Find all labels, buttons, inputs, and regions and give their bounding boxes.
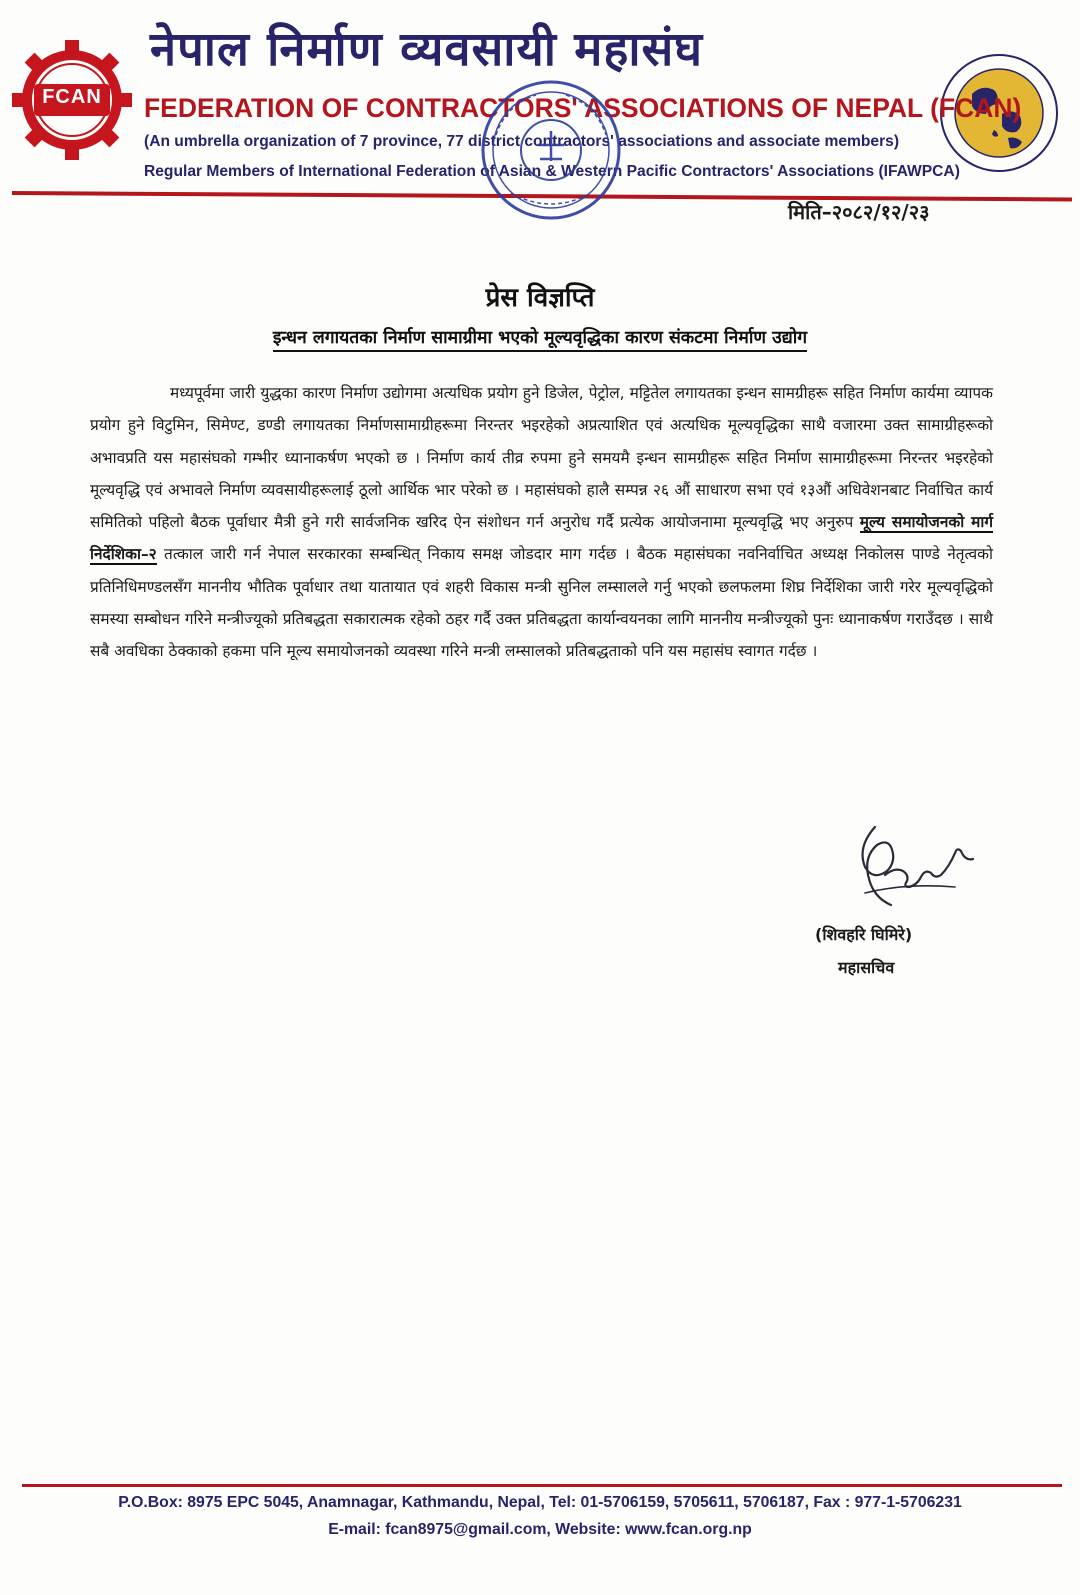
org-subtitle-membership: Regular Members of International Federation of Asian & Western Pacific Contractors' Associations (IFAWPCA)	[144, 163, 960, 180]
press-release-subheading	[0, 325, 1080, 349]
document-date: मिति–२०८२/१२/२३	[788, 200, 930, 224]
footer-email-website: E-mail: fcan8975@gmail.com, Website: www.fcan.org.np	[328, 1521, 752, 1538]
press-release-heading: प्रेस विज्ञप्ति	[485, 283, 595, 313]
org-subtitle-umbrella: (An umbrella organization of 7 province, 77 district contractors' associations and associate members)	[144, 133, 900, 150]
org-title-nepali: नेपाल निर्माण व्यवसायी महासंघ	[150, 22, 704, 77]
body-text-part1: मध्यपूर्वमा जारी युद्धका कारण निर्माण उद्योगमा अत्यधिक प्रयोग हुने डिजेल, पेट्रोल, मट्टितेल लगायतका इन्धन सामग्रीहरू सहित निर्माण कार्यमा व्यापक प्रयोग हुने विटुमिन, सिमेण्ट, डण्डी लगायतका निर्माणसामाग्रीहरूमा निरन्तर भइरहेको अप्रत्याशित एवं अत्यधिक मूल्यवृद्धिका साथै वजारमा उक्त सामाग्रीहरूको अभावप्रति यस महासंघको गम्भीर ध्यानाकर्षण भएको छ । निर्माण कार्य तीव्र रुपमा हुने समयमै इन्धन सामग्रीहरू सहित निर्माण सामाग्रीहरूमा निरन्तर भइरहेको मूल्यवृद्धि एवं अभावले निर्माण व्यवसायीहरूलाई ठूलो आर्थिक भार परेको छ । महासंघको हालै सम्पन्न २६ औं साधारण सभा एवं १३औं अधिवेशनबाट निर्वाचित कार्य समितिको पहिलो बैठक पूर्वाधार मैत्री हुने गरी सार्वजनिक खरिद ऐन संशोधन गर्न अनुरोध गर्दै प्रत्येक आयोजनामा मूल्यवृद्धि भए अनुरुप	[90, 384, 993, 532]
body-emphasis-guideline: मूल्य समायोजनको मार्ग निर्देशिका–२	[90, 513, 993, 564]
fcan-logo-lettering: FCAN	[42, 86, 102, 108]
footer-address-contact: P.O.Box: 8975 EPC 5045, Anamnagar, Kathmandu, Nepal, Tel: 01-5706159, 5705611, 5706187, Fax : 977-1-5706231	[118, 1494, 962, 1511]
footer-divider	[22, 1484, 1062, 1487]
signatory-name: (शिवहरि घिमिरे)	[815, 925, 913, 944]
signatory-title: महासचिव	[838, 958, 895, 977]
press-release-body	[90, 377, 993, 668]
subheading-text: इन्धन लगायतका निर्माण सामाग्रीमा भएको मूल्यवृद्धिका कारण संकटमा निर्माण उद्योग	[273, 328, 807, 352]
official-seal-stamp	[476, 75, 626, 225]
handwritten-signature	[845, 815, 985, 925]
body-text-part2: तत्काल जारी गर्न नेपाल सरकारका सम्बन्धित् निकाय समक्ष जोडदार माग गर्दछ । बैठक महासंघका नवनिर्वाचित अध्यक्ष निकोलस पाण्डे नेतृत्वको प्रतिनिधिमण्डलसँग माननीय भौतिक पूर्वाधार तथा यातायात एवं शहरी विकास मन्त्री सुनिल लम्सालले गर्नु भएको छलफलमा शिघ्र निर्देशिका जारी गरेर मूल्यवृद्धिको समस्या सम्बोधन गरिने मन्त्रीज्यूको प्रतिबद्धता सकारात्मक रहेको ठहर गर्दै उक्त प्रतिबद्धता कार्यान्वयनका लागि माननीय मन्त्रीज्यूको पुनः ध्यानाकर्षण गराउँदछ । साथै सबै अवधिका ठेक्काको हकमा पनि मूल्य समायोजनको व्यवस्था गरिने मन्त्री लम्सालको प्रतिबद्धताको पनि यस महासंघ स्वागत गर्दछ ।	[90, 545, 993, 661]
org-title-english: FEDERATION OF CONTRACTORS' ASSOCIATIONS OF NEPAL (FCAN)	[144, 93, 1022, 123]
